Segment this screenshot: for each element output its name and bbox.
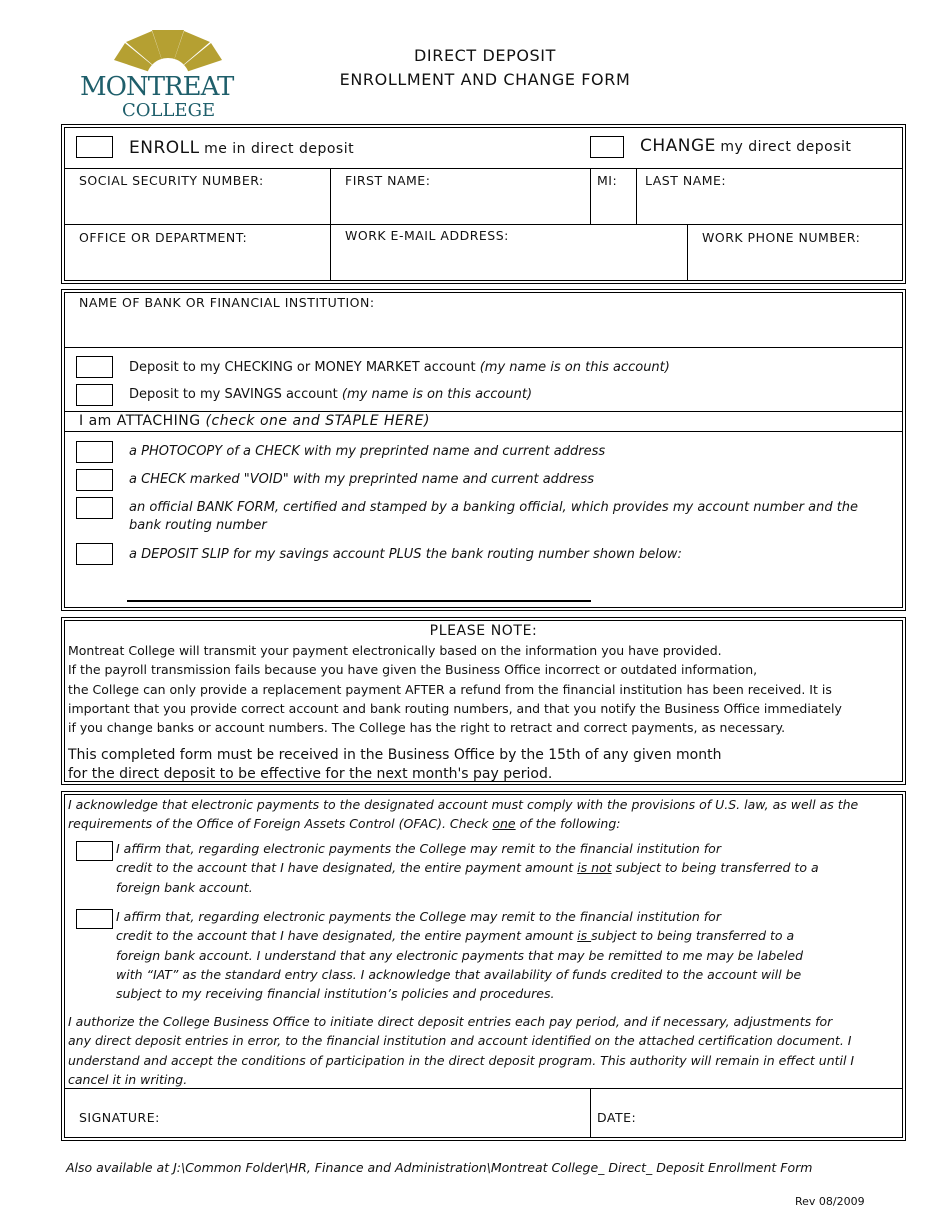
note-line: important that you provide correct account and bank routing numbers, and that you notify the Business Office immediately — [68, 700, 842, 716]
note-line: the College can only provide a replacement payment AFTER a refund from the financial institution has been received. It is — [68, 681, 832, 697]
date-field[interactable]: DATE: — [597, 1110, 637, 1125]
email-field[interactable]: WORK E-MAIL ADDRESS: — [345, 228, 509, 243]
note-line: Montreat College will transmit your payment electronically based on the information you have provided. — [68, 643, 722, 658]
not-subject-checkbox[interactable] — [76, 841, 113, 861]
opt1-line: foreign bank account. — [116, 879, 253, 895]
subject-checkbox[interactable] — [76, 909, 113, 929]
opt2-is: is — [577, 928, 592, 944]
opt2-line: with “IAT” as the standard entry class. I acknowledge that availability of funds credited to the account will be — [116, 966, 802, 982]
opt1-a: credit to the account that I have designated, the entire payment amount — [116, 860, 578, 876]
opt2-b: subject to being transferred to a — [591, 928, 795, 944]
auth-line: cancel it in writing. — [68, 1071, 188, 1087]
bank-form-checkbox[interactable] — [76, 497, 113, 519]
enroll-label — [129, 138, 354, 158]
logo — [80, 28, 258, 122]
photocopy-checkbox[interactable] — [76, 441, 113, 463]
ssn-field[interactable]: SOCIAL SECURITY NUMBER: — [79, 173, 264, 188]
signature-field[interactable]: SIGNATURE: — [79, 1110, 160, 1125]
savings-checkbox[interactable] — [76, 384, 113, 406]
void-check-checkbox[interactable] — [76, 469, 113, 491]
opt1-is-not: is not — [577, 860, 612, 876]
acknowledgement-section — [61, 791, 906, 1141]
bank-section — [61, 289, 906, 611]
deposit-slip-label: a DEPOSIT SLIP for my savings account PLUS the bank routing number shown below: — [129, 547, 682, 562]
savings-text: Deposit to my SAVINGS account — [129, 387, 338, 402]
note-line: If the payroll transmission fails because you have given the Business Office incorrect or outdated information, — [68, 662, 758, 678]
change-checkbox[interactable] — [590, 136, 624, 158]
page-subtitle: ENROLLMENT AND CHANGE FORM — [339, 70, 631, 89]
opt2-line — [116, 926, 803, 945]
change-rest: my direct deposit — [720, 139, 852, 155]
attach-b: (check one and STAPLE HERE) — [205, 413, 430, 429]
ack-intro-2 — [68, 814, 858, 833]
enroll-big: ENROLL — [129, 138, 200, 158]
change-big: CHANGE — [640, 136, 716, 156]
page-title: DIRECT DEPOSIT — [413, 46, 557, 65]
first-name-field[interactable]: FIRST NAME: — [345, 173, 431, 188]
ack-intro: I acknowledge that electronic payments to the designated account must comply with the provisions of U.S. law, as well as the — [68, 797, 859, 812]
ack-intro-one: one — [492, 816, 516, 832]
phone-field[interactable]: WORK PHONE NUMBER: — [702, 230, 861, 245]
opt1-b: subject to being transferred to a — [611, 860, 819, 876]
bank-form-label: an official BANK FORM, certified and stamped by a banking official, which provides my account number and the — [129, 500, 859, 515]
logo-sub: COLLEGE — [122, 100, 216, 121]
auth-line: I authorize the College Business Office to initiate direct deposit entries each pay period, and if necessary, adjustments for — [68, 1014, 833, 1029]
employee-info-section — [61, 124, 906, 284]
ack-intro-a: requirements of the Office of Foreign Assets Control (OFAC). Check — [68, 816, 493, 832]
attaching-heading — [79, 413, 430, 429]
office-field[interactable]: OFFICE OR DEPARTMENT: — [79, 230, 248, 245]
routing-number-line[interactable] — [127, 600, 591, 602]
deadline-line: for the direct deposit to be effective for the next month's pay period. — [68, 766, 553, 783]
opt2-line: subject to my receiving financial institution’s policies and procedures. — [116, 986, 555, 1002]
opt1-line — [116, 858, 819, 877]
attach-a: I am ATTACHING — [79, 413, 201, 429]
opt2-line: foreign bank account. I understand that any electronic payments that may be remitted to me may be labeled — [116, 947, 804, 963]
bank-name-field[interactable]: NAME OF BANK OR FINANCIAL INSTITUTION: — [79, 295, 375, 310]
footer-path: Also available at J:\Common Folder\HR, Finance and Administration\Montreat College_ Direct_ Deposit Enrollment Form — [66, 1160, 813, 1175]
mi-field[interactable]: MI: — [597, 173, 618, 188]
opt1-line: I affirm that, regarding electronic payments the College may remit to the financial institution for — [116, 841, 721, 856]
checking-checkbox[interactable] — [76, 356, 113, 378]
savings-label — [129, 387, 532, 402]
please-note-title: PLEASE NOTE: — [429, 623, 538, 639]
photocopy-label: a PHOTOCOPY of a CHECK with my preprinted name and current address — [129, 444, 606, 459]
last-name-field[interactable]: LAST NAME: — [645, 173, 727, 188]
enroll-checkbox[interactable] — [76, 136, 113, 158]
checking-note: (my name is on this account) — [479, 360, 670, 375]
auth-line: any direct deposit entries in error, to the financial institution and account identified on the attached certification document. I — [68, 1033, 852, 1049]
ack-intro-b: of the following: — [515, 816, 621, 832]
opt2-a: credit to the account that I have designated, the entire payment amount — [116, 928, 578, 944]
bank-form-label-2: bank routing number — [129, 518, 267, 533]
checking-text: Deposit to my CHECKING or MONEY MARKET account — [129, 360, 476, 375]
note-line: if you change banks or account numbers. The College has the right to retract and correct payments, as necessary. — [68, 720, 786, 736]
savings-note: (my name is on this account) — [341, 387, 533, 402]
revision: Rev 08/2009 — [795, 1195, 865, 1208]
opt2-line: I affirm that, regarding electronic payments the College may remit to the financial institution for — [116, 909, 721, 924]
checking-label — [129, 360, 670, 375]
void-check-label: a CHECK marked "VOID" with my preprinted name and current address — [129, 472, 595, 487]
logo-name: MONTREAT — [80, 72, 234, 102]
please-note-section — [61, 617, 906, 785]
change-label — [640, 136, 851, 156]
deposit-slip-checkbox[interactable] — [76, 543, 113, 565]
deadline-line: This completed form must be received in the Business Office by the 15th of any given month — [68, 747, 722, 763]
auth-line: understand and accept the conditions of participation in the direct deposit program. This authority will remain in effect until I — [68, 1052, 855, 1068]
enroll-rest: me in direct deposit — [204, 141, 355, 157]
